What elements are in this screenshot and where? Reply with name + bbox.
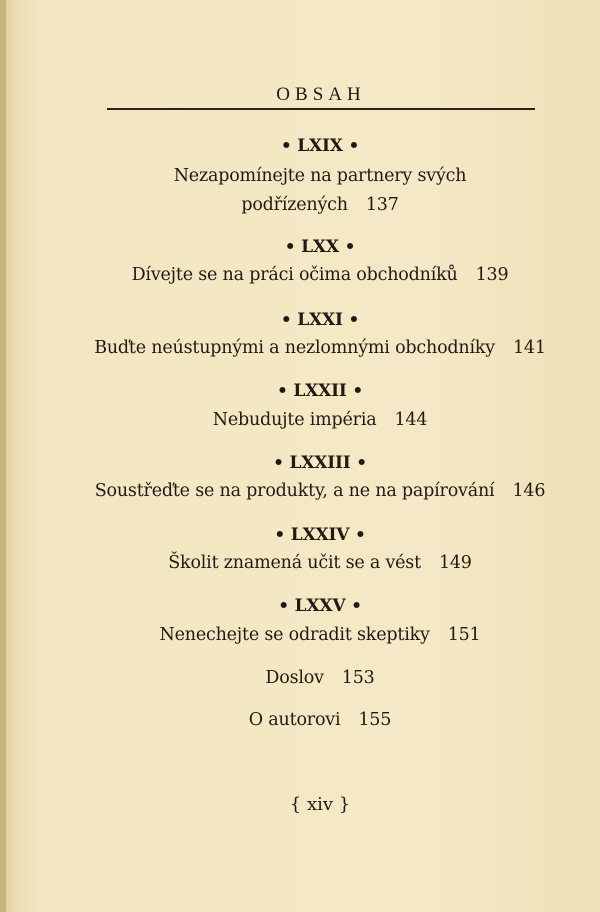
toc-entry bbox=[0, 195, 600, 215]
chapter-number: • LXX • bbox=[284, 237, 356, 257]
toc-entry bbox=[0, 265, 600, 285]
page-number: 153 bbox=[341, 668, 375, 688]
toc-entry bbox=[0, 553, 600, 573]
chapter-title: Soustřeďte se na produkty, a ne na papírování bbox=[94, 481, 495, 501]
chapter-number: • LXXII • bbox=[276, 381, 363, 401]
toc-entry bbox=[0, 625, 600, 645]
chapter-number: • LXXV • bbox=[278, 596, 362, 616]
page-number: 151 bbox=[447, 625, 481, 645]
toc-entry bbox=[0, 481, 600, 501]
chapter-title: podřízených bbox=[241, 195, 348, 215]
folio-page-number: { xiv } bbox=[289, 794, 351, 815]
chapter-title: Nezapomínejte na partnery svých bbox=[173, 166, 467, 186]
page-number: 149 bbox=[438, 553, 472, 573]
chapter-title: Dívejte se na práci očima obchodníků bbox=[131, 265, 458, 285]
chapter-number: • LXXIV • bbox=[274, 525, 366, 545]
page-number: 155 bbox=[358, 710, 392, 730]
page-number: 139 bbox=[475, 265, 509, 285]
chapter-number: • LXXI • bbox=[280, 310, 360, 330]
page-title: OBSAH bbox=[276, 84, 366, 105]
page-number: 141 bbox=[512, 338, 546, 358]
chapter-number: • LXIX • bbox=[280, 136, 360, 156]
toc-entry bbox=[0, 710, 600, 730]
page-number: 144 bbox=[394, 410, 428, 430]
header-rule bbox=[107, 108, 535, 110]
page-number: 137 bbox=[365, 195, 399, 215]
chapter-title: Školit znamená učit se a vést bbox=[168, 553, 421, 573]
toc-entry bbox=[0, 668, 600, 688]
page-number: 146 bbox=[512, 481, 546, 501]
back-matter-title: Doslov bbox=[265, 668, 324, 688]
chapter-number: • LXXIII • bbox=[273, 453, 367, 473]
back-matter-title: O autorovi bbox=[248, 710, 341, 730]
chapter-title: Nenechejte se odradit skeptiky bbox=[159, 625, 430, 645]
toc-entry bbox=[0, 338, 600, 358]
chapter-title: Nebudujte impéria bbox=[212, 410, 377, 430]
chapter-title: Buďte neústupnými a nezlomnými obchodníky bbox=[94, 338, 495, 358]
toc-entry bbox=[0, 410, 600, 430]
